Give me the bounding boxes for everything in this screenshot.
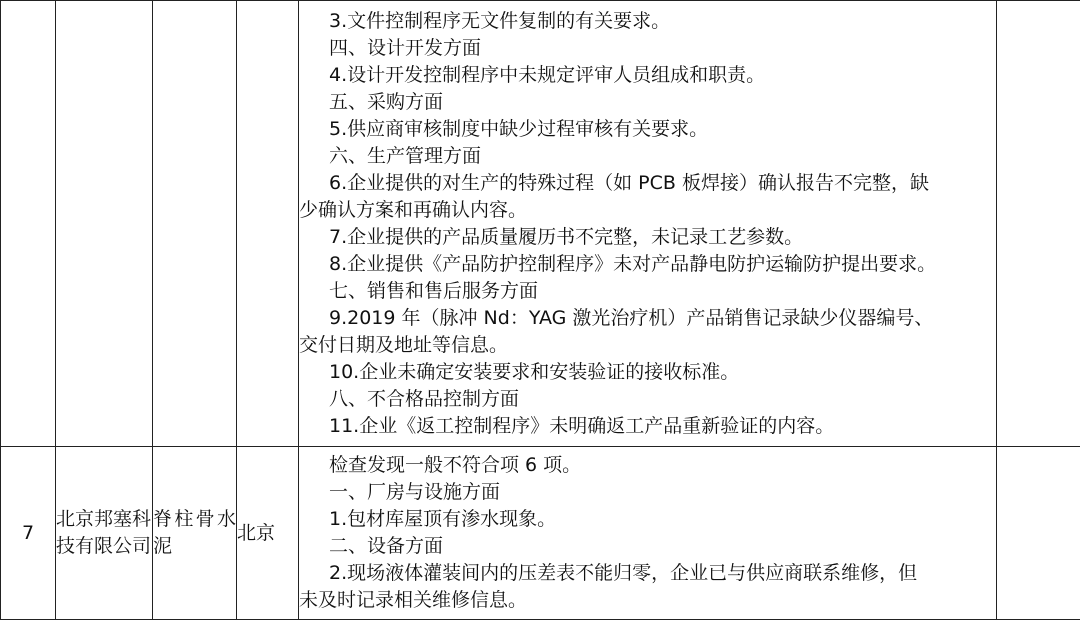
finding-line: 2.现场液体灌装间内的压差表不能归零，企业已与供应商联系维修，但	[299, 560, 996, 587]
finding-line: 检查发现一般不符合项 6 项。	[299, 452, 996, 479]
region-name: 北京	[237, 447, 299, 620]
findings-cell	[299, 1, 997, 447]
company-name: 北京邦塞科技有限公司	[56, 447, 153, 620]
remarks-cell	[997, 447, 1080, 620]
product-cell	[153, 1, 237, 447]
finding-line: 交付日期及地址等信息。	[299, 332, 996, 359]
finding-line: 4.设计开发控制程序中未规定评审人员组成和职责。	[299, 62, 996, 89]
finding-line: 六、生产管理方面	[299, 143, 996, 170]
finding-line: 10.企业未确定安装要求和安装验证的接收标准。	[299, 359, 996, 386]
finding-line: 11.企业《返工控制程序》未明确返工产品重新验证的内容。	[299, 413, 996, 440]
findings-list	[299, 452, 996, 614]
finding-line: 3.文件控制程序无文件复制的有关要求。	[299, 8, 996, 35]
finding-line: 未及时记录相关维修信息。	[299, 587, 996, 614]
finding-line: 七、销售和售后服务方面	[299, 278, 996, 305]
product-name: 脊柱骨水泥	[153, 447, 237, 620]
finding-line: 五、采购方面	[299, 89, 996, 116]
finding-line: 5.供应商审核制度中缺少过程审核有关要求。	[299, 116, 996, 143]
finding-line: 八、不合格品控制方面	[299, 386, 996, 413]
table-row-7	[1, 447, 1080, 620]
finding-line: 二、设备方面	[299, 533, 996, 560]
finding-line: 四、设计开发方面	[299, 35, 996, 62]
findings-cell	[299, 447, 997, 620]
finding-line: 8.企业提供《产品防护控制程序》未对产品静电防护运输防护提出要求。	[299, 251, 996, 278]
finding-line: 少确认方案和再确认内容。	[299, 197, 996, 224]
table-row-previous	[1, 1, 1080, 447]
no-cell	[1, 1, 56, 447]
company-cell	[56, 1, 153, 447]
remarks-cell	[997, 1, 1080, 447]
findings-list	[299, 8, 996, 440]
finding-line: 1.包材库屋顶有渗水现象。	[299, 506, 996, 533]
finding-line: 9.2019 年（脉冲 Nd：YAG 激光治疗机）产品销售记录缺少仪器编号、	[299, 305, 996, 332]
finding-line: 7.企业提供的产品质量履历书不完整，未记录工艺参数。	[299, 224, 996, 251]
finding-line: 一、厂房与设施方面	[299, 479, 996, 506]
row-number: 7	[1, 447, 56, 620]
finding-line: 6.企业提供的对生产的特殊过程（如 PCB 板焊接）确认报告不完整，缺	[299, 170, 996, 197]
region-cell	[237, 1, 299, 447]
